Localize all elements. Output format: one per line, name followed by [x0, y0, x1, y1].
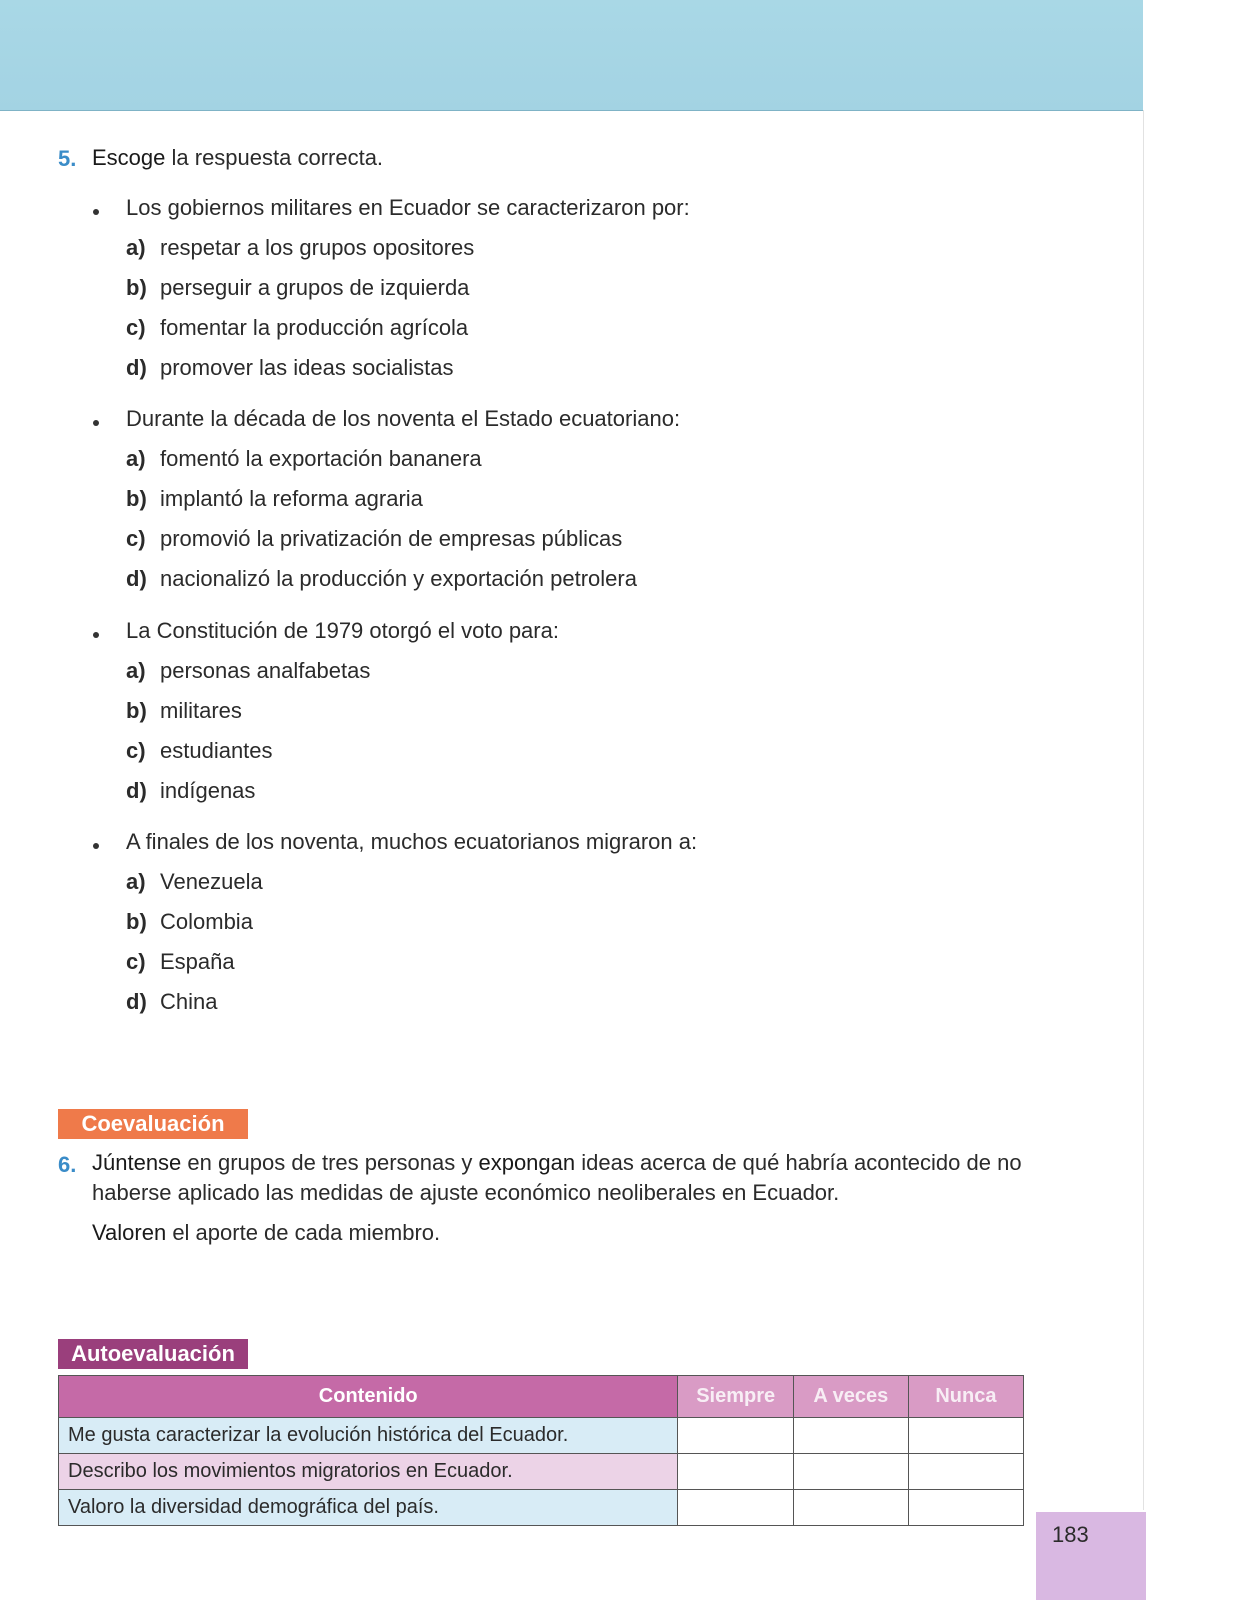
option-text: respetar a los grupos opositores [160, 235, 475, 260]
option-text: personas analfabetas [160, 658, 371, 683]
option-text: fomentó la exportación bananera [160, 446, 482, 471]
option-letter: d) [126, 778, 147, 803]
bullet-icon [93, 843, 99, 849]
option-letter: c) [126, 315, 146, 340]
option-letter: a) [126, 446, 146, 471]
table-row [59, 1418, 1024, 1454]
option-text: perseguir a grupos de izquierda [160, 275, 470, 300]
row-content: Valoro la diversidad demográfica del país. [59, 1490, 678, 1526]
option-text: China [160, 989, 218, 1014]
option-letter: b) [126, 698, 147, 723]
option-letter: a) [126, 235, 146, 260]
verb-valoren: Valoren [92, 1220, 167, 1245]
question-5-prompt [92, 143, 383, 173]
option-text: promover las ideas socialistas [160, 355, 454, 380]
siempre-cell[interactable] [678, 1490, 793, 1526]
nunca-cell[interactable] [908, 1490, 1023, 1526]
a-veces-cell[interactable] [793, 1418, 908, 1454]
nunca-cell[interactable] [908, 1418, 1023, 1454]
group-3-prompt: La Constitución de 1979 otorgó el voto para: [126, 618, 559, 643]
question-5-verb: Escoge [92, 145, 166, 170]
header-nunca: Nunca [908, 1376, 1023, 1418]
option-text: Colombia [160, 909, 253, 934]
option-letter: b) [126, 909, 147, 934]
coevaluacion-tag: Coevaluación [58, 1109, 248, 1139]
autoevaluacion-tag: Autoevaluación [58, 1339, 248, 1369]
option-text: nacionalizó la producción y exportación petrolera [160, 566, 637, 591]
option-letter: c) [126, 949, 146, 974]
option-text: implantó la reforma agraria [160, 486, 423, 511]
option-text: estudiantes [160, 738, 273, 763]
group-1-prompt: Los gobiernos militares en Ecuador se caracterizaron por: [126, 195, 690, 220]
table-header-row [59, 1376, 1024, 1418]
table-row [59, 1454, 1024, 1490]
page-number: 183 [1052, 1522, 1089, 1547]
question-6-line-2: haberse aplicado las medidas de ajuste económico neoliberales en Ecuador. [92, 1180, 840, 1205]
row-content: Describo los movimientos migratorios en Ecuador. [59, 1454, 678, 1490]
option-text: militares [160, 698, 242, 723]
option-letter: a) [126, 869, 146, 894]
siempre-cell[interactable] [678, 1454, 793, 1490]
text-fragment: ideas acerca de qué habría acontecido de no [575, 1150, 1022, 1175]
question-5-number: 5. [58, 146, 77, 171]
question-5-rest: la respuesta correcta. [165, 145, 384, 170]
option-text: indígenas [160, 778, 256, 803]
header-a-veces: A veces [793, 1376, 908, 1418]
group-2-prompt: Durante la década de los noventa el Estado ecuatoriano: [126, 406, 681, 431]
header-siempre: Siempre [678, 1376, 793, 1418]
option-letter: d) [126, 355, 147, 380]
option-letter: c) [126, 526, 146, 551]
nunca-cell[interactable] [908, 1454, 1023, 1490]
question-6-line-3 [92, 1218, 440, 1248]
row-content: Me gusta caracterizar la evolución histórica del Ecuador. [59, 1418, 678, 1454]
bullet-icon [93, 420, 99, 426]
siempre-cell[interactable] [678, 1418, 793, 1454]
question-6-line-1 [92, 1148, 1022, 1178]
option-letter: d) [126, 566, 147, 591]
option-letter: c) [126, 738, 146, 763]
autoevaluacion-table [58, 1375, 1024, 1526]
a-veces-cell[interactable] [793, 1490, 908, 1526]
option-text: promovió la privatización de empresas públicas [160, 526, 623, 551]
option-text: Venezuela [160, 869, 263, 894]
table-row [59, 1490, 1024, 1526]
option-letter: b) [126, 486, 147, 511]
bullet-icon [93, 209, 99, 215]
question-6-number: 6. [58, 1152, 77, 1177]
text-fragment: en grupos de tres personas y [181, 1150, 479, 1175]
option-text: España [160, 949, 235, 974]
verb-expongan: expongan [478, 1150, 576, 1175]
group-4-prompt: A finales de los noventa, muchos ecuatorianos migraron a: [126, 829, 698, 854]
page-edge [1143, 110, 1144, 1510]
option-letter: d) [126, 989, 147, 1014]
text-fragment: el aporte de cada miembro. [166, 1220, 441, 1245]
header-contenido: Contenido [59, 1376, 678, 1418]
bullet-icon [93, 632, 99, 638]
a-veces-cell[interactable] [793, 1454, 908, 1490]
header-band [0, 0, 1143, 111]
option-letter: b) [126, 275, 147, 300]
option-letter: a) [126, 658, 146, 683]
option-text: fomentar la producción agrícola [160, 315, 469, 340]
verb-juntense: Júntense [92, 1150, 182, 1175]
